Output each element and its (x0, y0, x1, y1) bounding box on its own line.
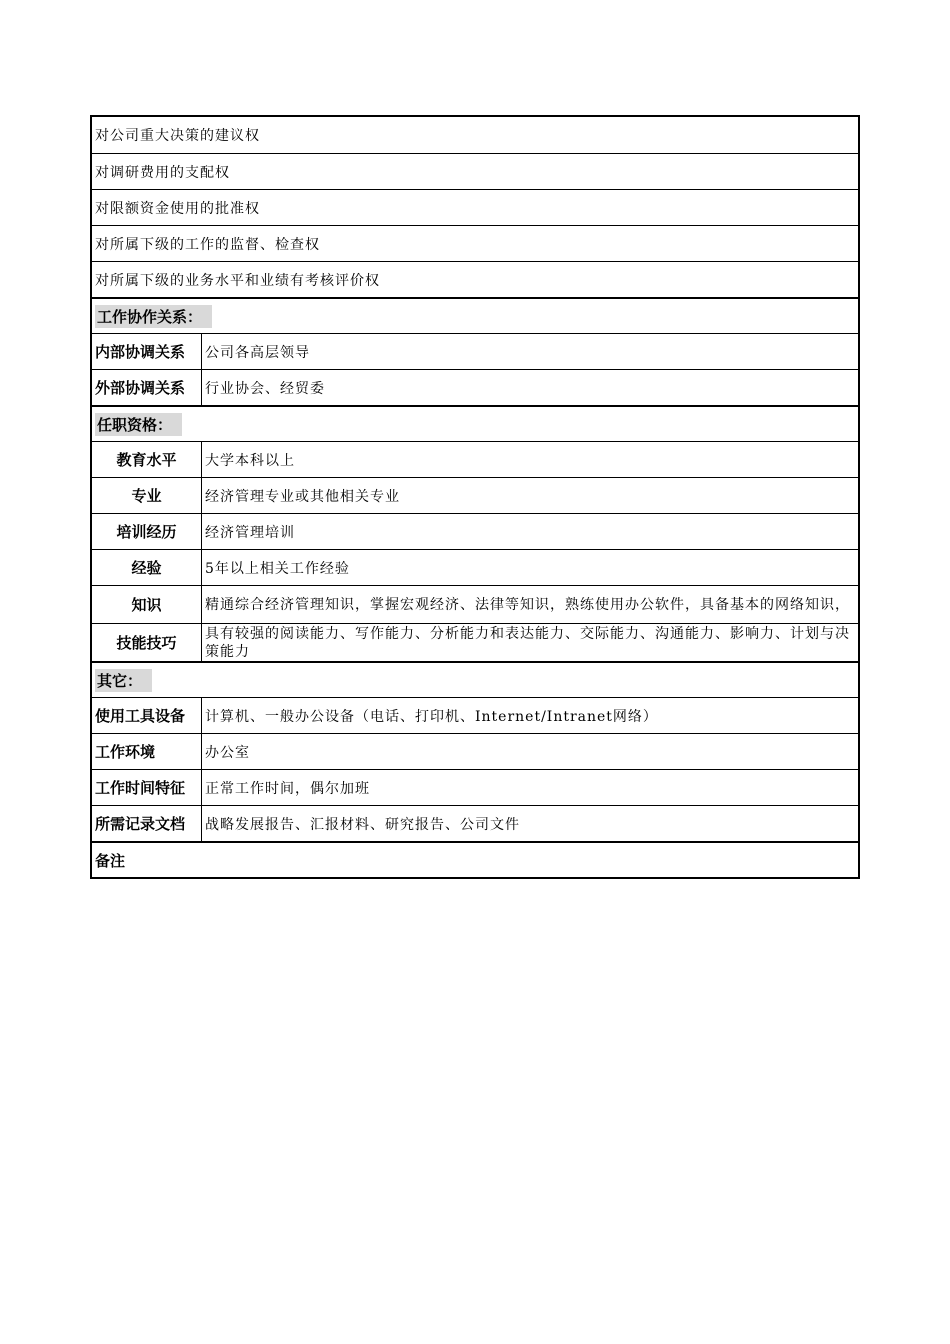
row-value: 具有较强的阅读能力、写作能力、分析能力和表达能力、交际能力、沟通能力、影响力、计划与决策能力 (205, 625, 850, 660)
section-title: 其它： (95, 669, 152, 692)
cooperation-row (92, 369, 858, 405)
row-value: 5年以上相关工作经验 (205, 560, 350, 577)
authority-row (92, 189, 858, 225)
row-value: 公司各高层领导 (205, 344, 310, 361)
row-label: 工作时间特征 (92, 770, 202, 805)
qualification-row (92, 585, 858, 623)
row-value: 经济管理专业或其他相关专业 (205, 488, 400, 505)
qualification-row (92, 513, 858, 549)
authority-text: 对调研费用的支配权 (95, 164, 230, 181)
row-value: 精通综合经济管理知识，掌握宏观经济、法律等知识，熟练使用办公软件，具备基本的网络知识， (205, 596, 850, 613)
section-header-others (92, 661, 858, 697)
section-title: 工作协作关系： (95, 305, 212, 328)
authority-text: 对限额资金使用的批准权 (95, 200, 260, 217)
others-row (92, 769, 858, 805)
job-description-table (90, 115, 860, 879)
authority-row (92, 261, 858, 297)
row-value: 经济管理培训 (205, 524, 295, 541)
row-value: 战略发展报告、汇报材料、研究报告、公司文件 (205, 816, 520, 833)
qualification-row (92, 549, 858, 585)
qualification-row (92, 623, 858, 661)
row-label: 外部协调关系 (92, 370, 202, 405)
row-label: 知识 (92, 586, 202, 623)
authority-row (92, 117, 858, 153)
row-value: 办公室 (205, 744, 250, 761)
cooperation-row (92, 333, 858, 369)
section-header-qualifications (92, 405, 858, 441)
qualification-row (92, 477, 858, 513)
row-label: 技能技巧 (92, 624, 202, 661)
section-header-cooperation (92, 297, 858, 333)
others-row (92, 805, 858, 841)
row-value: 计算机、一般办公设备（电话、打印机、Internet/Intranet网络） (205, 708, 658, 725)
authority-row (92, 153, 858, 189)
row-label: 专业 (92, 478, 202, 513)
row-label: 内部协调关系 (92, 334, 202, 369)
qualification-row (92, 441, 858, 477)
authority-text: 对公司重大决策的建议权 (95, 128, 260, 144)
row-label: 教育水平 (92, 442, 202, 477)
authority-text: 对所属下级的业务水平和业绩有考核评价权 (95, 272, 380, 289)
row-label: 培训经历 (92, 514, 202, 549)
row-label: 经验 (92, 550, 202, 585)
row-label: 使用工具设备 (92, 698, 202, 733)
authority-row (92, 225, 858, 261)
others-row (92, 733, 858, 769)
row-value: 正常工作时间，偶尔加班 (205, 780, 370, 797)
row-value: 行业协会、经贸委 (205, 380, 325, 397)
others-row (92, 697, 858, 733)
row-label: 工作环境 (92, 734, 202, 769)
section-title: 任职资格： (95, 413, 182, 436)
authority-text: 对所属下级的工作的监督、检查权 (95, 236, 320, 253)
row-label: 所需记录文档 (92, 806, 202, 841)
remarks-title: 备注 (95, 851, 126, 870)
section-header-remarks (92, 841, 858, 877)
row-value: 大学本科以上 (205, 452, 295, 469)
